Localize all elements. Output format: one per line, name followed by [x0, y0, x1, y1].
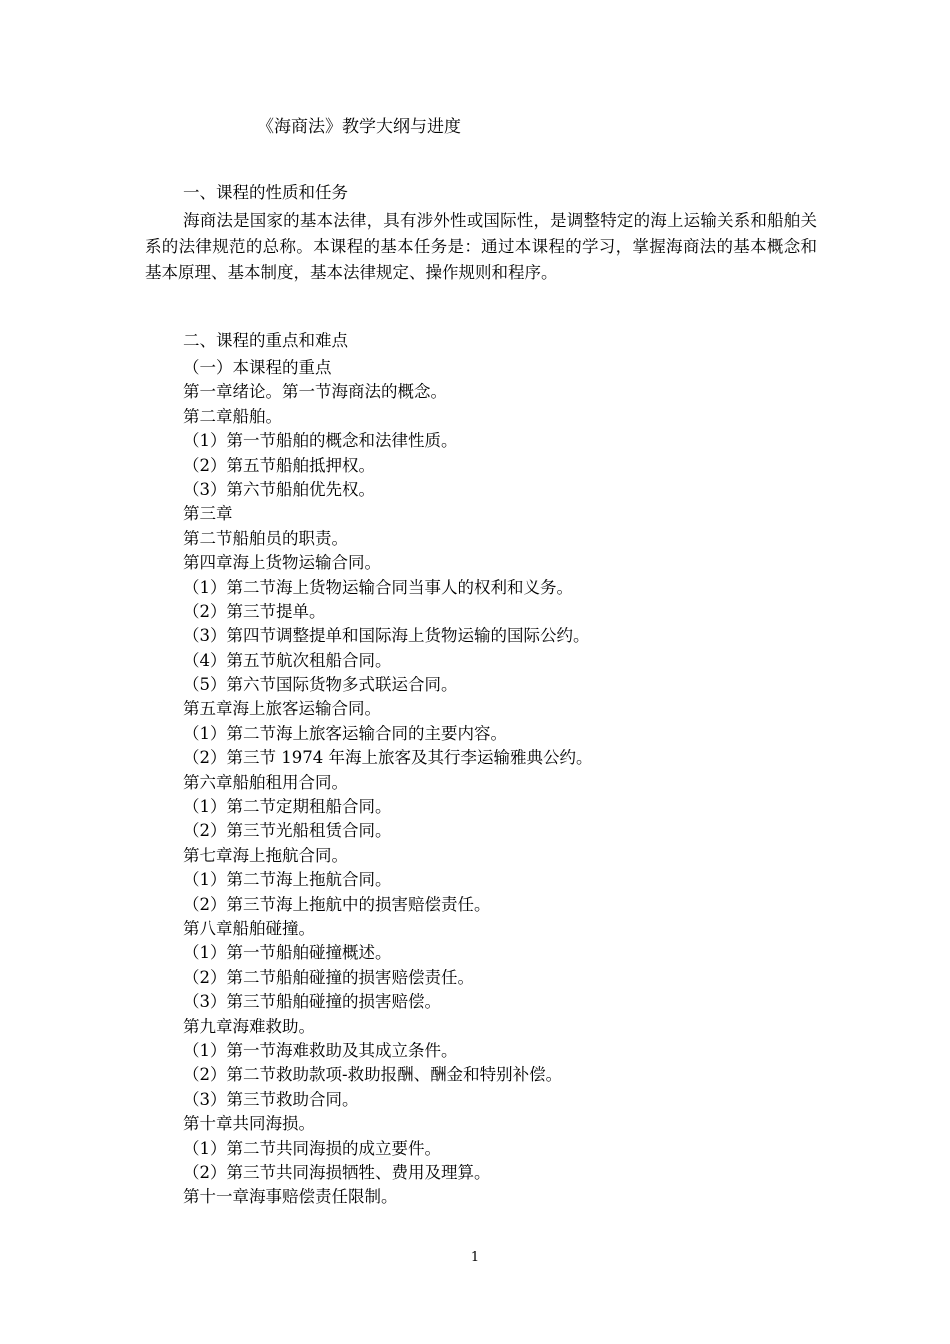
outline-item: （1）第二节海上拖航合同。	[183, 870, 392, 890]
outline-item: （4）第五节航次租船合同。	[183, 650, 392, 670]
outline-item: （1）第二节定期租船合同。	[183, 797, 392, 817]
outline-item: （3）第三节船舶碰撞的损害赔偿。	[183, 992, 441, 1012]
outline-item: （3）第三节救助合同。	[183, 1089, 359, 1109]
outline-item: （2）第五节船舶抵押权。	[183, 455, 375, 475]
outline-item: 第二节船舶员的职责。	[183, 528, 348, 548]
section-heading-key-points: 二、课程的重点和难点	[183, 331, 348, 350]
outline-item: （1）第二节海上旅客运输合同的主要内容。	[183, 723, 507, 743]
outline-item: （2）第三节 1974 年海上旅客及其行李运输雅典公约。	[183, 748, 593, 768]
outline-item: 第七章海上拖航合同。	[183, 845, 348, 865]
outline-item: 第三章	[183, 504, 233, 524]
outline-item: （2）第三节共同海损牺牲、费用及理算。	[183, 1162, 491, 1182]
section-heading-nature: 一、课程的性质和任务	[183, 183, 348, 202]
outline-item: 第八章船舶碰撞。	[183, 918, 315, 938]
outline-item: 第九章海难救助。	[183, 1016, 315, 1036]
outline-item: （1）第一节船舶碰撞概述。	[183, 943, 392, 963]
outline-item: （2）第二节救助款项-救助报酬、酬金和特别补偿。	[183, 1065, 563, 1085]
outline-item: 第十一章海事赔偿责任限制。	[183, 1187, 398, 1207]
document-title: 《海商法》教学大纲与进度	[257, 117, 461, 137]
outline-item: （1）第一节船舶的概念和法律性质。	[183, 431, 458, 451]
page-number: 1	[470, 1250, 480, 1265]
outline-item: 第十章共同海损。	[183, 1114, 315, 1134]
outline-list	[183, 356, 592, 1210]
outline-item: 第一章绪论。第一节海商法的概念。	[183, 382, 447, 402]
outline-item: （2）第三节光船租赁合同。	[183, 821, 392, 841]
outline-item: （1）第二节共同海损的成立要件。	[183, 1138, 441, 1158]
outline-item: （3）第四节调整提单和国际海上货物运输的国际公约。	[183, 626, 590, 646]
outline-item: （一）本课程的重点	[183, 358, 332, 377]
outline-item: （2）第三节提单。	[183, 601, 326, 621]
outline-item: （1）第二节海上货物运输合同当事人的权利和义务。	[183, 577, 573, 597]
outline-item: （1）第一节海难救助及其成立条件。	[183, 1040, 458, 1060]
outline-item: （2）第三节海上拖航中的损害赔偿责任。	[183, 894, 491, 914]
outline-item: （5）第六节国际货物多式联运合同。	[183, 675, 458, 695]
outline-item: （2）第二节船舶碰撞的损害赔偿责任。	[183, 967, 474, 987]
outline-item: 第六章船舶租用合同。	[183, 772, 348, 792]
outline-item: （3）第六节船舶优先权。	[183, 479, 375, 499]
section-paragraph-nature: 海商法是国家的基本法律，具有涉外性或国际性，是调整特定的海上运输关系和船舶关系的法律规范的总称。本课程的基本任务是：通过本课程的学习，掌握海商法的基本概念和基本原理、基本制度，基本法律规定、操作规则和程序。	[145, 211, 817, 282]
outline-item: 第二章船舶。	[183, 406, 282, 426]
outline-item: 第四章海上货物运输合同。	[183, 553, 381, 573]
outline-item: 第五章海上旅客运输合同。	[183, 699, 381, 719]
